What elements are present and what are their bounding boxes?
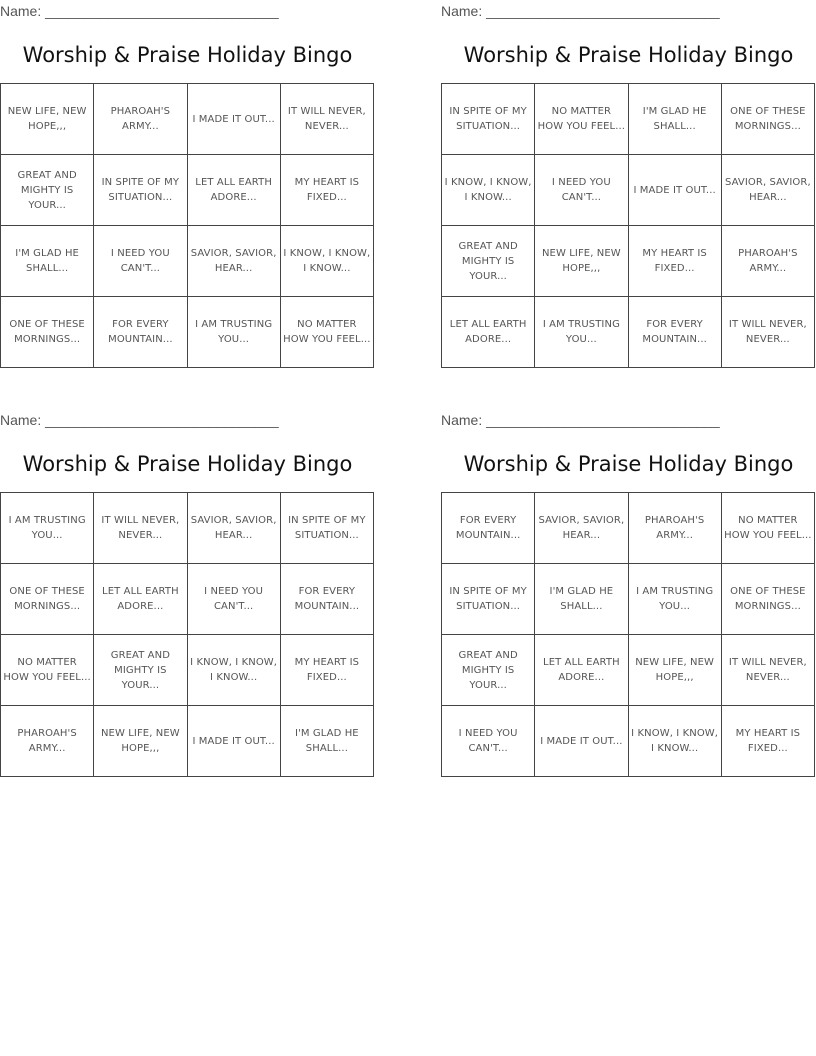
name-field[interactable]: Name: ______________________________ xyxy=(0,412,279,428)
bingo-cell[interactable]: I NEED YOU CAN'T... xyxy=(442,706,535,777)
grid-row xyxy=(1,155,374,226)
bingo-cell[interactable]: MY HEART IS FIXED... xyxy=(721,706,814,777)
bingo-cell[interactable]: GREAT AND MIGHTY IS YOUR... xyxy=(442,635,535,706)
bingo-cell[interactable]: LET ALL EARTH ADORE... xyxy=(535,635,628,706)
bingo-cell[interactable]: IN SPITE OF MY SITUATION... xyxy=(442,84,535,155)
card-title: Worship & Praise Holiday Bingo xyxy=(463,452,794,476)
bingo-cell[interactable]: SAVIOR, SAVIOR, HEAR... xyxy=(187,226,280,297)
bingo-cell[interactable]: IT WILL NEVER, NEVER... xyxy=(94,493,187,564)
grid-row xyxy=(442,493,815,564)
grid-row xyxy=(1,226,374,297)
bingo-card-3 xyxy=(0,409,375,774)
bingo-cell[interactable]: NO MATTER HOW YOU FEEL... xyxy=(721,493,814,564)
bingo-card-2 xyxy=(441,0,816,365)
bingo-cell[interactable]: I NEED YOU CAN'T... xyxy=(94,226,187,297)
bingo-cell[interactable]: NO MATTER HOW YOU FEEL... xyxy=(1,635,94,706)
bingo-cell[interactable]: I KNOW, I KNOW, I KNOW... xyxy=(442,155,535,226)
bingo-cell[interactable]: PHAROAH'S ARMY... xyxy=(628,493,721,564)
bingo-cell[interactable]: FOR EVERY MOUNTAIN... xyxy=(442,493,535,564)
bingo-cell[interactable]: NO MATTER HOW YOU FEEL... xyxy=(535,84,628,155)
bingo-cell[interactable]: I'M GLAD HE SHALL... xyxy=(535,564,628,635)
bingo-cell[interactable]: NEW LIFE, NEW HOPE,,, xyxy=(535,226,628,297)
grid-row xyxy=(442,564,815,635)
bingo-cell[interactable]: LET ALL EARTH ADORE... xyxy=(94,564,187,635)
bingo-cell[interactable]: ONE OF THESE MORNINGS... xyxy=(1,564,94,635)
bingo-cell[interactable]: I MADE IT OUT... xyxy=(187,84,280,155)
bingo-cell[interactable]: I AM TRUSTING YOU... xyxy=(1,493,94,564)
bingo-cell[interactable]: FOR EVERY MOUNTAIN... xyxy=(280,564,373,635)
bingo-cell[interactable]: I'M GLAD HE SHALL... xyxy=(280,706,373,777)
bingo-grid xyxy=(441,83,815,368)
bingo-cell[interactable]: IN SPITE OF MY SITUATION... xyxy=(94,155,187,226)
bingo-cell[interactable]: I AM TRUSTING YOU... xyxy=(535,297,628,368)
bingo-cell[interactable]: GREAT AND MIGHTY IS YOUR... xyxy=(94,635,187,706)
bingo-cell[interactable]: IT WILL NEVER, NEVER... xyxy=(721,297,814,368)
bingo-cell[interactable]: PHAROAH'S ARMY... xyxy=(94,84,187,155)
name-field[interactable]: Name: ______________________________ xyxy=(441,412,720,428)
bingo-cell[interactable]: FOR EVERY MOUNTAIN... xyxy=(94,297,187,368)
bingo-cell[interactable]: I MADE IT OUT... xyxy=(535,706,628,777)
bingo-grid xyxy=(0,492,374,777)
bingo-cell[interactable]: I AM TRUSTING YOU... xyxy=(628,564,721,635)
bingo-cell[interactable]: SAVIOR, SAVIOR, HEAR... xyxy=(187,493,280,564)
bingo-cell[interactable]: ONE OF THESE MORNINGS... xyxy=(721,564,814,635)
bingo-cell[interactable]: ONE OF THESE MORNINGS... xyxy=(721,84,814,155)
bingo-cell[interactable]: ONE OF THESE MORNINGS... xyxy=(1,297,94,368)
bingo-cell[interactable]: I MADE IT OUT... xyxy=(628,155,721,226)
bingo-card-4 xyxy=(441,409,816,774)
grid-row xyxy=(1,493,374,564)
bingo-cell[interactable]: LET ALL EARTH ADORE... xyxy=(187,155,280,226)
grid-row xyxy=(1,84,374,155)
grid-row xyxy=(1,635,374,706)
bingo-grid xyxy=(0,83,374,368)
bingo-cell[interactable]: NO MATTER HOW YOU FEEL... xyxy=(280,297,373,368)
bingo-cell[interactable]: I'M GLAD HE SHALL... xyxy=(628,84,721,155)
bingo-cell[interactable]: IT WILL NEVER, NEVER... xyxy=(721,635,814,706)
grid-row xyxy=(442,84,815,155)
bingo-cell[interactable]: SAVIOR, SAVIOR, HEAR... xyxy=(535,493,628,564)
bingo-cell[interactable]: I AM TRUSTING YOU... xyxy=(187,297,280,368)
bingo-cell[interactable]: MY HEART IS FIXED... xyxy=(280,155,373,226)
bingo-cell[interactable]: IN SPITE OF MY SITUATION... xyxy=(280,493,373,564)
bingo-cell[interactable]: I KNOW, I KNOW, I KNOW... xyxy=(280,226,373,297)
grid-row xyxy=(442,155,815,226)
bingo-cell[interactable]: PHAROAH'S ARMY... xyxy=(721,226,814,297)
bingo-cell[interactable]: GREAT AND MIGHTY IS YOUR... xyxy=(442,226,535,297)
bingo-grid xyxy=(441,492,815,777)
bingo-cell[interactable]: IT WILL NEVER, NEVER... xyxy=(280,84,373,155)
bingo-cell[interactable]: I NEED YOU CAN'T... xyxy=(535,155,628,226)
bingo-cell[interactable]: MY HEART IS FIXED... xyxy=(628,226,721,297)
grid-row xyxy=(442,226,815,297)
grid-row xyxy=(442,706,815,777)
card-title: Worship & Praise Holiday Bingo xyxy=(22,43,353,67)
bingo-cell[interactable]: IN SPITE OF MY SITUATION... xyxy=(442,564,535,635)
bingo-cell[interactable]: I NEED YOU CAN'T... xyxy=(187,564,280,635)
bingo-cell[interactable]: I KNOW, I KNOW, I KNOW... xyxy=(628,706,721,777)
bingo-cell[interactable]: PHAROAH'S ARMY... xyxy=(1,706,94,777)
grid-row xyxy=(442,297,815,368)
bingo-cell[interactable]: SAVIOR, SAVIOR, HEAR... xyxy=(721,155,814,226)
bingo-cell[interactable]: NEW LIFE, NEW HOPE,,, xyxy=(628,635,721,706)
bingo-cell[interactable]: MY HEART IS FIXED... xyxy=(280,635,373,706)
bingo-cell[interactable]: I'M GLAD HE SHALL... xyxy=(1,226,94,297)
grid-row xyxy=(442,635,815,706)
name-field[interactable]: Name: ______________________________ xyxy=(441,3,720,19)
card-title: Worship & Praise Holiday Bingo xyxy=(22,452,353,476)
bingo-card-1 xyxy=(0,0,375,365)
bingo-cell[interactable]: LET ALL EARTH ADORE... xyxy=(442,297,535,368)
grid-row xyxy=(1,297,374,368)
name-field[interactable]: Name: ______________________________ xyxy=(0,3,279,19)
bingo-cell[interactable]: I KNOW, I KNOW, I KNOW... xyxy=(187,635,280,706)
bingo-cell[interactable]: GREAT AND MIGHTY IS YOUR... xyxy=(1,155,94,226)
bingo-cell[interactable]: FOR EVERY MOUNTAIN... xyxy=(628,297,721,368)
bingo-cell[interactable]: I MADE IT OUT... xyxy=(187,706,280,777)
bingo-cell[interactable]: NEW LIFE, NEW HOPE,,, xyxy=(1,84,94,155)
card-title: Worship & Praise Holiday Bingo xyxy=(463,43,794,67)
grid-row xyxy=(1,564,374,635)
grid-row xyxy=(1,706,374,777)
bingo-cell[interactable]: NEW LIFE, NEW HOPE,,, xyxy=(94,706,187,777)
